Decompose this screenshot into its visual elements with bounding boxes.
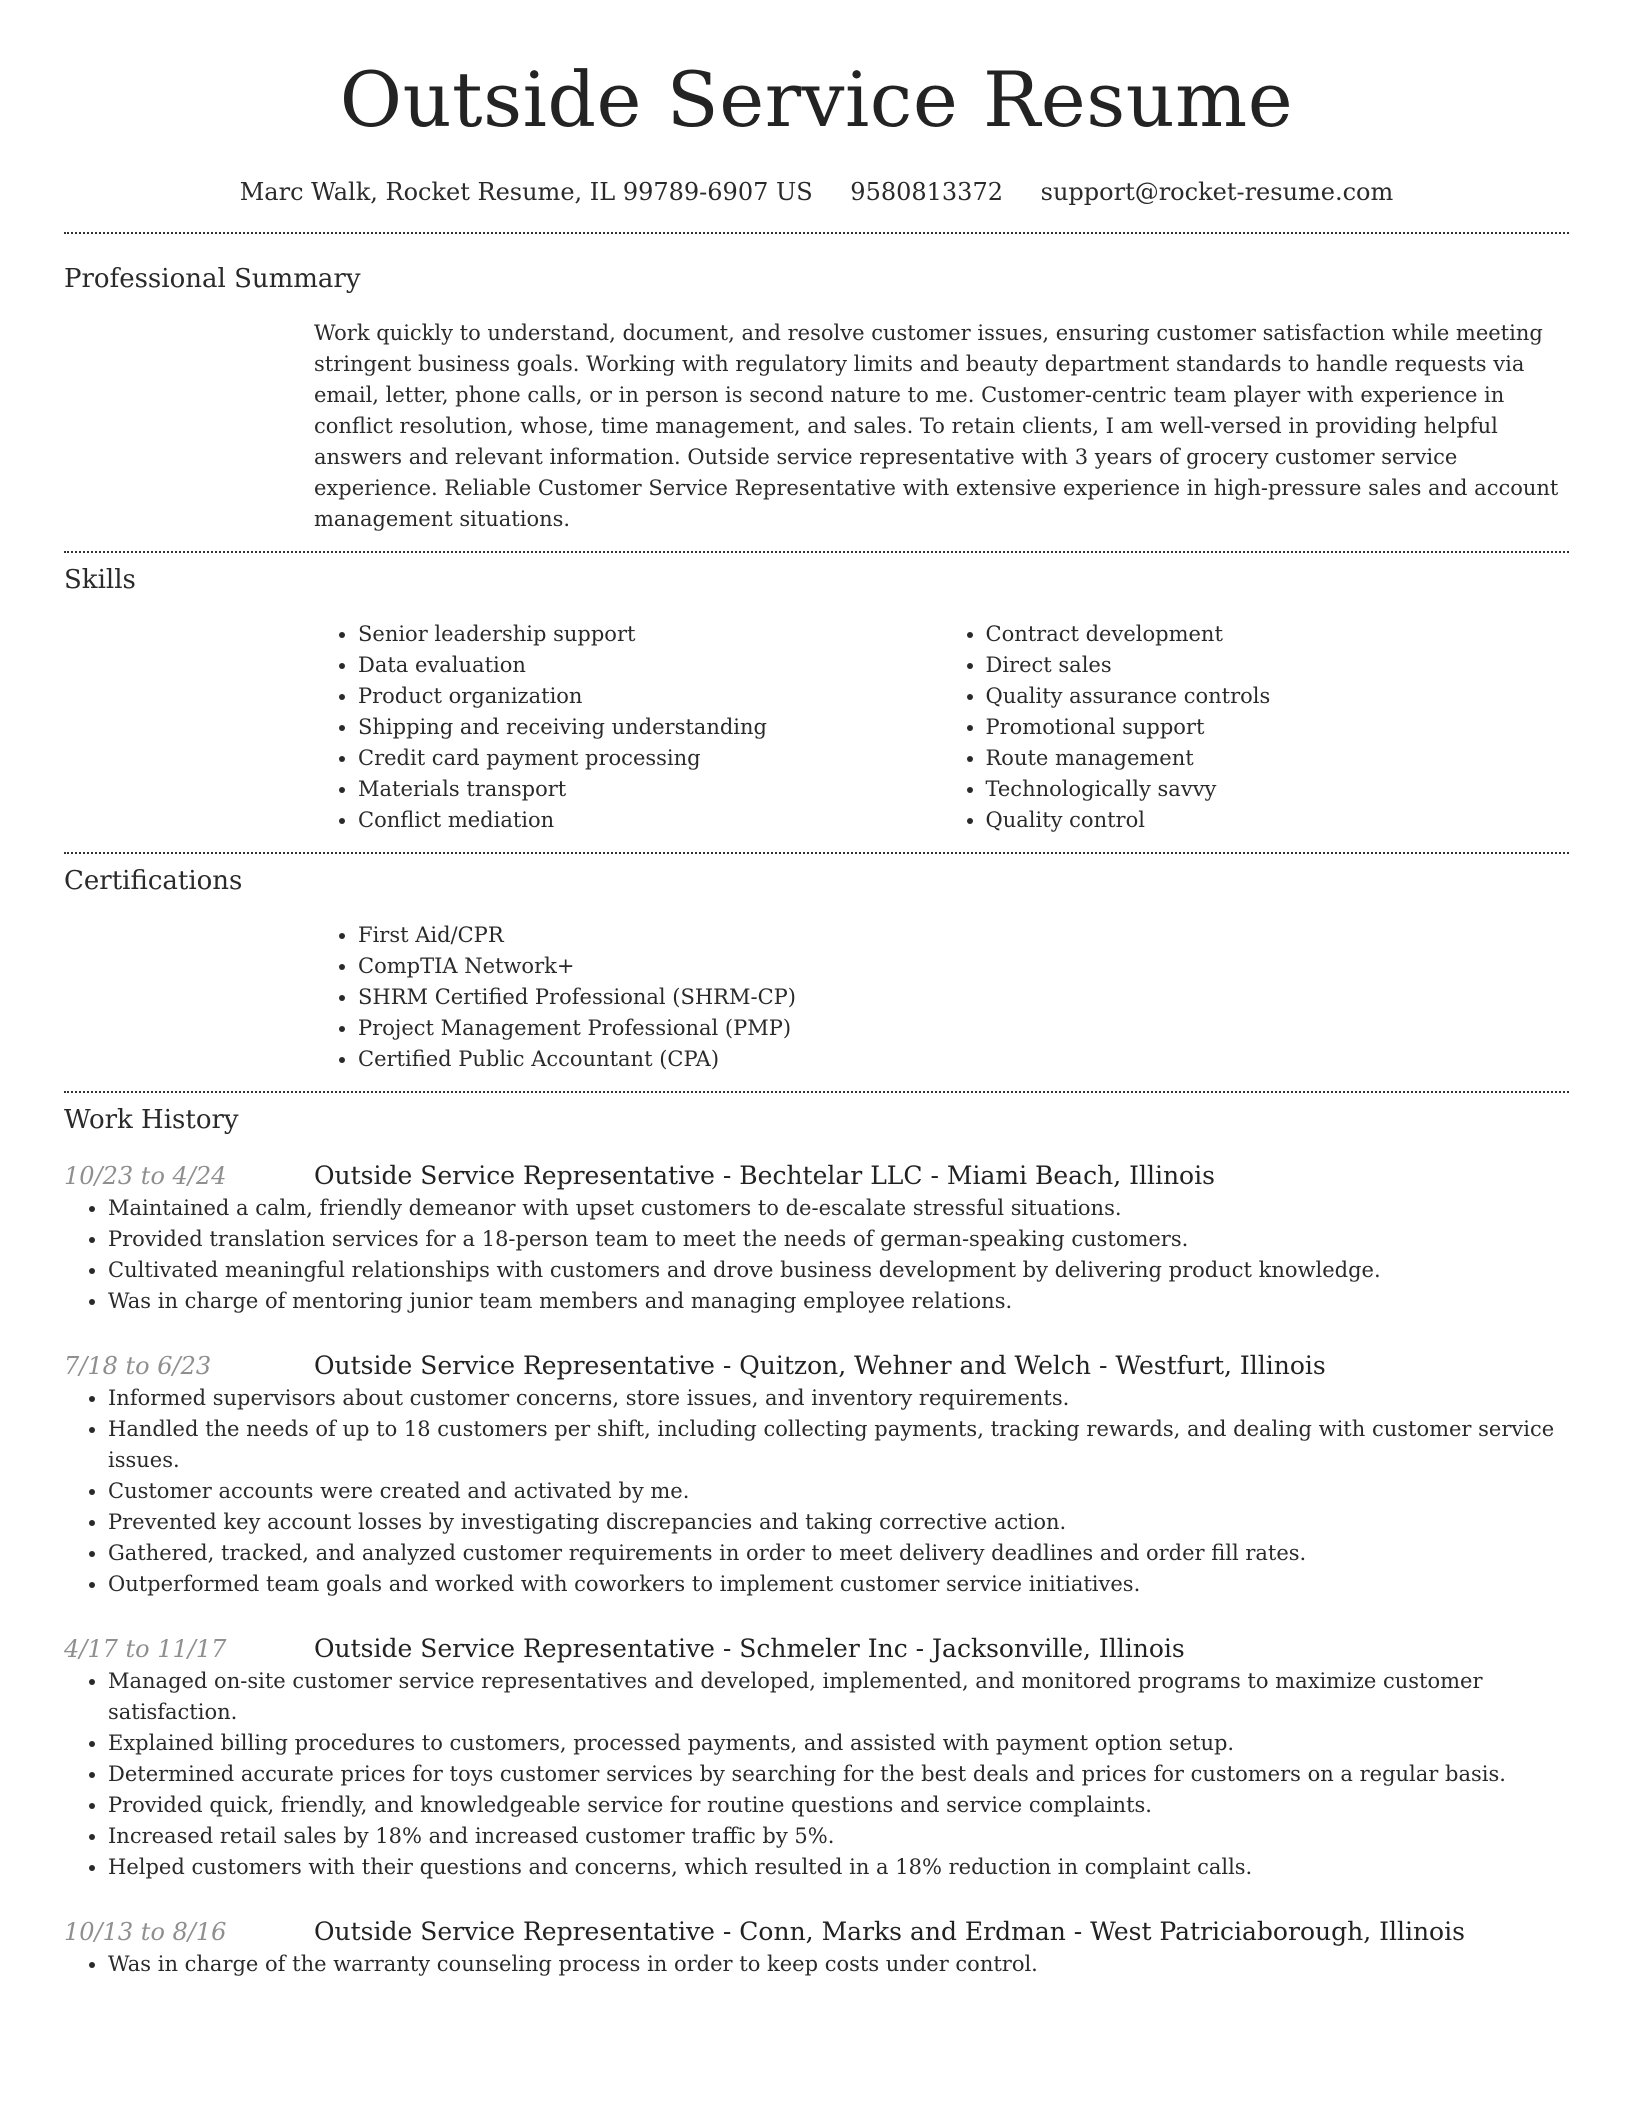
job-header — [64, 1349, 1569, 1383]
certification-item: • CompTIA Network+ — [358, 951, 1569, 982]
job-bullet: • Provided quick, friendly, and knowledgeable service for routine questions and service complaints. — [108, 1790, 1569, 1821]
certifications-list-wrap — [314, 920, 1569, 1075]
job-header — [64, 1159, 1569, 1193]
job-bullets — [64, 1666, 1569, 1883]
section-heading-skills: Skills — [64, 565, 136, 595]
skills-columns — [314, 619, 1569, 836]
job-bullet: • Explained billing procedures to customers, processed payments, and assisted with payment option setup. — [108, 1728, 1569, 1759]
skill-item: • Quality assurance controls — [986, 681, 1570, 712]
skill-item: • Route management — [986, 743, 1570, 774]
skill-item: • Quality control — [986, 805, 1570, 836]
contact-address: Marc Walk, Rocket Resume, IL 99789-6907 US — [239, 178, 813, 206]
job-bullets — [64, 1383, 1569, 1600]
job-bullet: • Was in charge of mentoring junior team members and managing employee relations. — [108, 1286, 1569, 1317]
resume-title: Outside Service Resume — [339, 55, 1294, 144]
job-bullet: • Helped customers with their questions and concerns, which resulted in a 18% reduction in complaint calls. — [108, 1852, 1569, 1883]
job-bullet: • Maintained a calm, friendly demeanor with upset customers to de-escalate stressful situations. — [108, 1193, 1569, 1224]
certifications-section — [64, 854, 1569, 1075]
section-heading-work-history: Work History — [64, 1105, 239, 1135]
job-title: Outside Service Representative - Quitzon, Wehner and Welch - Westfurt, Illinois — [314, 1351, 1326, 1380]
certifications-list — [314, 920, 1569, 1075]
job-bullet: • Determined accurate prices for toys customer services by searching for the best deals and prices for customers on a regular basis. — [108, 1759, 1569, 1790]
job-bullet: • Was in charge of the warranty counseling process in order to keep costs under control. — [108, 1949, 1569, 1980]
certification-item: • Certified Public Accountant (CPA) — [358, 1044, 1569, 1075]
job-bullet: • Provided translation services for a 18-person team to meet the needs of german-speaking customers. — [108, 1224, 1569, 1255]
job-bullet: • Customer accounts were created and activated by me. — [108, 1476, 1569, 1507]
certification-item: • Project Management Professional (PMP) — [358, 1013, 1569, 1044]
job-entry — [64, 1915, 1569, 1980]
skill-item: • Technologically savvy — [986, 774, 1570, 805]
job-bullet: • Gathered, tracked, and analyzed customer requirements in order to meet delivery deadlines and order fill rates. — [108, 1538, 1569, 1569]
certification-item: • First Aid/CPR — [358, 920, 1569, 951]
contact-line — [64, 176, 1569, 208]
skill-item: • Materials transport — [358, 774, 942, 805]
job-bullets — [64, 1949, 1569, 1980]
job-title: Outside Service Representative - Conn, Marks and Erdman - West Patriciaborough, Illinois — [314, 1917, 1465, 1946]
skill-item: • Direct sales — [986, 650, 1570, 681]
contact-email[interactable]: support@rocket-resume.com — [1040, 178, 1394, 206]
job-title: Outside Service Representative - Schmeler Inc - Jacksonville, Illinois — [314, 1634, 1185, 1663]
job-bullet: • Cultivated meaningful relationships with customers and drove business development by delivering product knowledge. — [108, 1255, 1569, 1286]
summary-text: Work quickly to understand, document, and resolve customer issues, ensuring customer satisfaction while meeting stringent business goals. Working with regulatory limits and beauty department standards to handle requests via email, letter, phone calls, or in person is second nature to me. Customer-centric team player with experience in conflict resolution, whose, time management, and sales. To retain clients, I am well-versed in providing helpful answers and relevant information. Outside service representative with 3 years of grocery customer service experience. Reliable Customer Service Representative with extensive experience in high-pressure sales and account management situations. — [314, 321, 1559, 531]
job-bullet: • Increased retail sales by 18% and increased customer traffic by 5%. — [108, 1821, 1569, 1852]
job-bullet: • Handled the needs of up to 18 customers per shift, including collecting payments, tracking rewards, and dealing with customer service issues. — [108, 1414, 1569, 1476]
section-heading-certifications: Certifications — [64, 866, 243, 896]
summary-section — [64, 234, 1569, 535]
job-bullet: • Outperformed team goals and worked with coworkers to implement customer service initiatives. — [108, 1569, 1569, 1600]
job-entry — [64, 1632, 1569, 1883]
skill-item: • Senior leadership support — [358, 619, 942, 650]
skill-item: • Credit card payment processing — [358, 743, 942, 774]
skills-list-right — [942, 619, 1570, 836]
skill-item: • Conflict mediation — [358, 805, 942, 836]
job-dates: 4/17 to 11/17 — [64, 1635, 227, 1663]
resume-page — [64, 0, 1569, 1980]
skill-item: • Data evaluation — [358, 650, 942, 681]
skill-item: • Promotional support — [986, 712, 1570, 743]
job-entry — [64, 1349, 1569, 1600]
job-dates: 7/18 to 6/23 — [64, 1352, 212, 1380]
job-dates: 10/23 to 4/24 — [64, 1162, 227, 1190]
skill-item: • Shipping and receiving understanding — [358, 712, 942, 743]
skills-section — [64, 553, 1569, 836]
certification-item: • SHRM Certified Professional (SHRM-CP) — [358, 982, 1569, 1013]
job-dates: 10/13 to 8/16 — [64, 1918, 227, 1946]
job-bullet: • Informed supervisors about customer concerns, store issues, and inventory requirements. — [108, 1383, 1569, 1414]
work-history-section — [64, 1093, 1569, 1980]
skill-item: • Contract development — [986, 619, 1570, 650]
job-bullet: • Prevented key account losses by investigating discrepancies and taking corrective action. — [108, 1507, 1569, 1538]
job-title: Outside Service Representative - Bechtelar LLC - Miami Beach, Illinois — [314, 1161, 1215, 1190]
contact-phone: 9580813372 — [850, 178, 1003, 206]
skill-item: • Product organization — [358, 681, 942, 712]
section-heading-summary: Professional Summary — [64, 264, 361, 294]
skills-list-left — [314, 619, 942, 836]
job-bullet: • Managed on-site customer service representatives and developed, implemented, and monitored programs to maximize customer satisfaction. — [108, 1666, 1569, 1728]
job-bullets — [64, 1193, 1569, 1317]
job-header — [64, 1632, 1569, 1666]
job-entry — [64, 1159, 1569, 1317]
job-header — [64, 1915, 1569, 1949]
